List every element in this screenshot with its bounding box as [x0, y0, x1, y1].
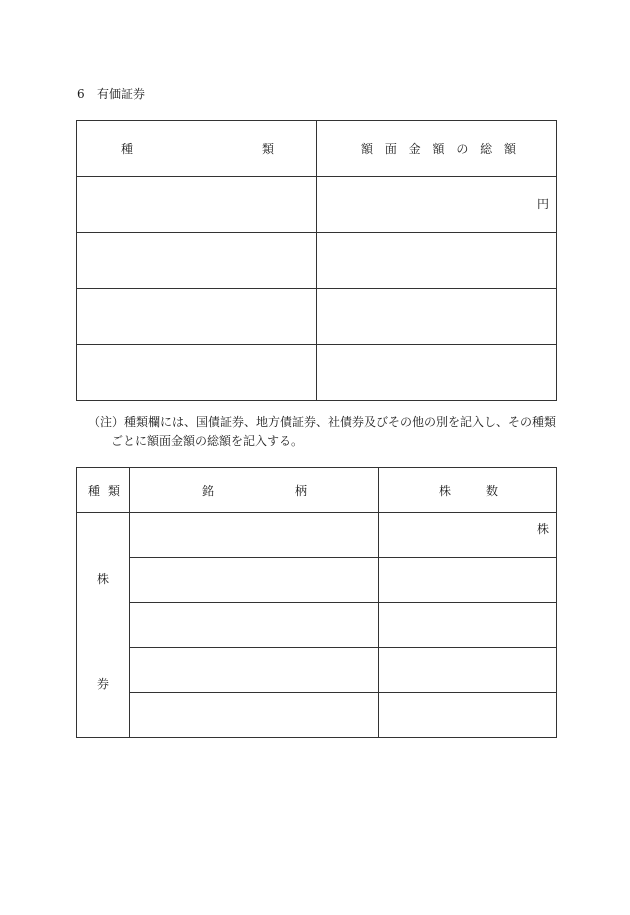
shares-input-cell[interactable]	[379, 648, 557, 693]
brand-input-cell[interactable]	[130, 513, 379, 558]
brand-input-cell[interactable]	[130, 648, 379, 693]
header-shares: 株 数	[379, 468, 557, 513]
yen-unit: 円	[536, 197, 549, 211]
note-lead: （注）	[88, 415, 125, 429]
shares-input-cell[interactable]	[379, 513, 557, 558]
securities-header-row	[77, 121, 557, 177]
table-row	[77, 233, 557, 289]
securities-table	[76, 120, 557, 401]
header-kind: 種 類	[77, 468, 130, 513]
stock-header-row	[77, 468, 557, 513]
shares-unit: 株	[536, 521, 549, 536]
brand-input-cell[interactable]	[130, 603, 379, 648]
amount-input-cell[interactable]	[317, 233, 557, 289]
brand-input-cell[interactable]	[130, 558, 379, 603]
section-title	[77, 85, 145, 102]
shares-input-cell[interactable]	[379, 558, 557, 603]
section-number: 6	[77, 87, 85, 101]
table-row	[77, 603, 557, 648]
amount-input-cell[interactable]	[317, 345, 557, 401]
table-row	[77, 345, 557, 401]
kind-input-cell[interactable]	[77, 289, 317, 345]
note-line-2: ごとに額面金額の総額を記入する。	[111, 434, 304, 448]
note-line-1: 種類欄には、国債証券、地方債証券、社債券及びその他の別を記入し、その種類	[124, 415, 557, 429]
table-row	[77, 177, 557, 233]
kind-input-cell[interactable]	[77, 345, 317, 401]
section-heading: 有価証券	[97, 87, 146, 101]
kind-input-cell[interactable]	[77, 177, 317, 233]
table-row	[77, 513, 557, 558]
stock-kind-cell	[77, 513, 130, 738]
header-face-amount-total: 額 面 金 額 の 総 額	[317, 121, 557, 177]
table-row	[77, 289, 557, 345]
header-brand: 銘 柄	[130, 468, 379, 513]
stock-table	[76, 467, 557, 738]
shares-input-cell[interactable]	[379, 693, 557, 738]
kind-label-top: 株	[96, 572, 109, 586]
shares-input-cell[interactable]	[379, 603, 557, 648]
header-kind: 種 類	[77, 121, 317, 177]
table-row	[77, 648, 557, 693]
amount-input-cell[interactable]	[317, 289, 557, 345]
table-row	[77, 558, 557, 603]
table-row	[77, 693, 557, 738]
table-note	[88, 413, 558, 451]
kind-label-bottom: 券	[96, 677, 109, 691]
amount-input-cell[interactable]	[317, 177, 557, 233]
brand-input-cell[interactable]	[130, 693, 379, 738]
kind-input-cell[interactable]	[77, 233, 317, 289]
